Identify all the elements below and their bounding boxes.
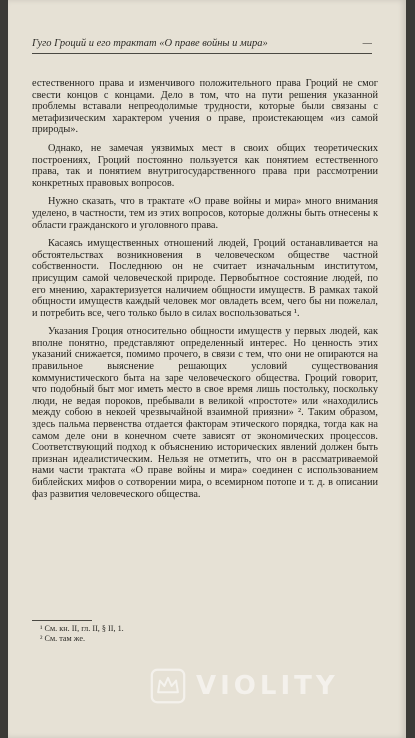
footnote-divider (32, 620, 92, 621)
watermark-text: VIOLITY (196, 671, 339, 701)
crown-logo-icon (150, 668, 186, 704)
footnotes (40, 624, 340, 644)
running-head-mark: — (362, 38, 372, 49)
paragraph: естественного права и изменчивого положительного права Гроций не смог свести концов с концами. Дело в том, что на пути решения указанной проблемы вставали непреодолимые трудности, которые были связаны с метафизическим характером учения о праве, проистекающем «из самой природы». (32, 78, 378, 136)
body-text (32, 78, 378, 507)
paragraph: Касаясь имущественных отношений людей, Гроций останавливается на обстоятельствах возникновения в человеческом обществе частной собственности. Последнюю он не считает изначальным институтом, присущим самой человеческой природе. Первобытное состояние людей, по его мнению, характеризуется наличием общности имуществ. В рамках такой общности имуществ каждый человек мог овладеть всем, чего бы ни пожелал, и потребить все, чего только было в силах воспользоваться ¹. (32, 238, 378, 319)
footnote: ² См. там же. (40, 634, 86, 643)
book-page (8, 0, 406, 738)
paragraph: Указания Гроция относительно общности имуществ у первых людей, как вполне понятно, представляют определенный интерес. Но ценность этих указаний снижается, помимо прочего, в связи с тем, что они не опираются на правильное выяснение решающих условий существования коммунистического быта на заре человеческого общества. Гроций говорит, что подобный быт мог иметь место в свое время лишь постольку, поскольку люди, не ведая пороков, пребывали в великой «простоте» или «находились между собою в некоей чрезвычайной взаимной приязни» ². Таким образом, здесь пальма первенства отдается факторам этического порядка, тогда как на самом деле они в конечном счете зависят от экономических процессов. Соответствующий подход к объяснению исторических явлений должен быть признан идеалистическим. Нельзя не отметить, что он в рассматриваемой нами части трактата «О праве войны и мира» соединен с использованием библейских мифов о сотворении мира, о всемирном потопе и т. д. в описании фаз развития человеческого общества. (32, 326, 378, 500)
running-head-title: Гуго Гроций и его трактат «О праве войны и мира» (32, 38, 268, 49)
paragraph: Нужно сказать, что в трактате «О праве войны и мира» много внимания уделено, в частности, тем из этих вопросов, которые должны быть отнесены к области гражданского и уголовного права. (32, 196, 378, 231)
footnote: ¹ См. кн. II, гл. II, § II, 1. (40, 624, 124, 633)
paragraph: Однако, не замечая уязвимых мест в своих общих теоретических построениях, Гроций постоянно пользуется как понятием естественного права, так и понятием внутригосударственного права при рассмотрении конкретных правовых вопросов. (32, 142, 378, 189)
watermark (150, 668, 339, 704)
running-head (32, 38, 372, 54)
